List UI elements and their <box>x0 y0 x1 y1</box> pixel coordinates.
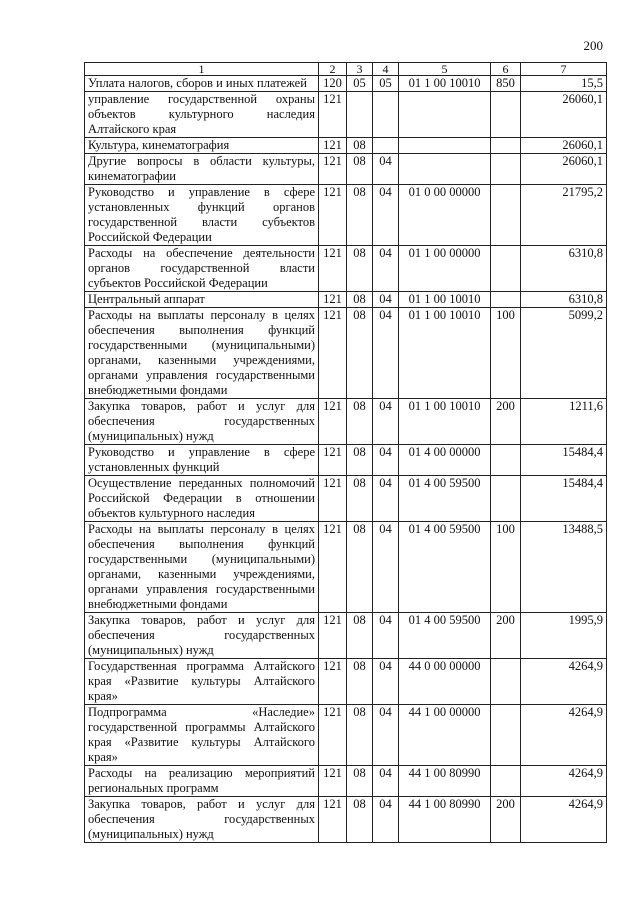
row-sum: 15484,4 <box>521 445 607 476</box>
row-grbs: 121 <box>319 308 347 399</box>
header-col-5: 5 <box>399 63 491 76</box>
row-rz: 08 <box>347 797 373 843</box>
row-name: Расходы на выплаты персоналу в целях обеспечения выполнения функций государственными (муниципальными) органами, казенными учреждениями, органами управления государственными внебюджетными фондами <box>85 308 319 399</box>
row-csr: 01 1 00 10010 <box>399 292 491 308</box>
row-grbs: 121 <box>319 185 347 246</box>
row-csr: 01 4 00 59500 <box>399 476 491 522</box>
row-name: Осуществление переданных полномочий Российской Федерации в отношении объектов культурного наследия <box>85 476 319 522</box>
row-rz: 08 <box>347 185 373 246</box>
row-name: Подпрограмма «Наследие» государственной программы Алтайского края «Развитие культуры Алтайского края» <box>85 705 319 766</box>
table-row <box>85 246 607 292</box>
row-csr: 01 4 00 59500 <box>399 613 491 659</box>
table-row <box>85 766 607 797</box>
row-rz: 08 <box>347 292 373 308</box>
row-csr: 01 1 00 00000 <box>399 246 491 292</box>
row-rz: 08 <box>347 445 373 476</box>
row-vr <box>491 154 521 185</box>
row-vr <box>491 705 521 766</box>
row-pr: 04 <box>373 766 399 797</box>
row-sum: 1995,9 <box>521 613 607 659</box>
row-sum: 26060,1 <box>521 138 607 154</box>
row-sum: 13488,5 <box>521 522 607 613</box>
row-rz: 08 <box>347 138 373 154</box>
row-vr: 100 <box>491 308 521 399</box>
row-csr: 01 1 00 10010 <box>399 399 491 445</box>
row-vr: 200 <box>491 399 521 445</box>
row-pr: 04 <box>373 154 399 185</box>
row-csr: 01 0 00 00000 <box>399 185 491 246</box>
row-rz: 08 <box>347 522 373 613</box>
row-csr: 44 0 00 00000 <box>399 659 491 705</box>
row-grbs: 121 <box>319 92 347 138</box>
row-grbs: 120 <box>319 76 347 92</box>
header-col-1: 1 <box>85 63 319 76</box>
table-row <box>85 613 607 659</box>
row-vr <box>491 766 521 797</box>
header-col-4: 4 <box>373 63 399 76</box>
row-grbs: 121 <box>319 522 347 613</box>
row-grbs: 121 <box>319 292 347 308</box>
row-pr: 04 <box>373 399 399 445</box>
row-sum: 21795,2 <box>521 185 607 246</box>
row-sum: 1211,6 <box>521 399 607 445</box>
row-sum: 4264,9 <box>521 659 607 705</box>
row-rz: 08 <box>347 476 373 522</box>
table-row <box>85 522 607 613</box>
row-pr: 04 <box>373 308 399 399</box>
row-vr <box>491 185 521 246</box>
row-pr: 04 <box>373 659 399 705</box>
row-csr: 44 1 00 00000 <box>399 705 491 766</box>
row-grbs: 121 <box>319 659 347 705</box>
table-row <box>85 138 607 154</box>
row-rz: 08 <box>347 154 373 185</box>
row-name: Расходы на обеспечение деятельности органов государственной власти субъектов Российской Федерации <box>85 246 319 292</box>
row-csr: 01 1 00 10010 <box>399 76 491 92</box>
row-rz: 08 <box>347 246 373 292</box>
row-rz: 08 <box>347 308 373 399</box>
row-vr <box>491 445 521 476</box>
budget-table <box>84 62 607 843</box>
row-grbs: 121 <box>319 766 347 797</box>
row-sum: 26060,1 <box>521 154 607 185</box>
row-sum: 4264,9 <box>521 797 607 843</box>
row-pr: 04 <box>373 292 399 308</box>
table-row <box>85 76 607 92</box>
header-col-3: 3 <box>347 63 373 76</box>
row-vr: 200 <box>491 613 521 659</box>
row-csr: 01 1 00 10010 <box>399 308 491 399</box>
row-name: Центральный аппарат <box>85 292 319 308</box>
row-rz: 08 <box>347 705 373 766</box>
row-grbs: 121 <box>319 399 347 445</box>
row-vr <box>491 292 521 308</box>
row-pr: 04 <box>373 246 399 292</box>
table-row <box>85 292 607 308</box>
row-pr: 04 <box>373 705 399 766</box>
row-grbs: 121 <box>319 705 347 766</box>
row-sum: 4264,9 <box>521 766 607 797</box>
row-pr: 04 <box>373 185 399 246</box>
row-vr: 200 <box>491 797 521 843</box>
row-rz <box>347 92 373 138</box>
row-grbs: 121 <box>319 138 347 154</box>
row-name: управление государственной охраны объектов культурного наследия Алтайского края <box>85 92 319 138</box>
row-vr <box>491 138 521 154</box>
row-vr <box>491 246 521 292</box>
row-csr: 44 1 00 80990 <box>399 766 491 797</box>
row-name: Уплата налогов, сборов и иных платежей <box>85 76 319 92</box>
row-name: Закупка товаров, работ и услуг для обеспечения государственных (муниципальных) нужд <box>85 797 319 843</box>
row-grbs: 121 <box>319 613 347 659</box>
row-vr: 850 <box>491 76 521 92</box>
row-name: Руководство и управление в сфере установленных функций органов государственной власти субъектов Российской Федерации <box>85 185 319 246</box>
row-pr: 04 <box>373 613 399 659</box>
row-pr <box>373 138 399 154</box>
row-rz: 08 <box>347 659 373 705</box>
row-rz: 08 <box>347 613 373 659</box>
row-vr: 100 <box>491 522 521 613</box>
row-name: Расходы на выплаты персоналу в целях обеспечения выполнения функций государственными (муниципальными) органами, казенными учреждениями, органами управления государственными внебюджетными фондами <box>85 522 319 613</box>
row-pr: 04 <box>373 476 399 522</box>
row-vr <box>491 92 521 138</box>
row-pr: 05 <box>373 76 399 92</box>
row-grbs: 121 <box>319 154 347 185</box>
row-rz: 05 <box>347 76 373 92</box>
table-row <box>85 797 607 843</box>
row-pr: 04 <box>373 797 399 843</box>
table-row <box>85 154 607 185</box>
table-row <box>85 92 607 138</box>
row-sum: 15484,4 <box>521 476 607 522</box>
row-csr <box>399 154 491 185</box>
row-name: Культура, кинематография <box>85 138 319 154</box>
table-row <box>85 185 607 246</box>
page-number: 200 <box>583 38 603 53</box>
row-name: Закупка товаров, работ и услуг для обеспечения государственных (муниципальных) нужд <box>85 613 319 659</box>
row-grbs: 121 <box>319 476 347 522</box>
row-sum: 6310,8 <box>521 246 607 292</box>
table-row <box>85 659 607 705</box>
row-name: Руководство и управление в сфере установленных функций <box>85 445 319 476</box>
row-rz: 08 <box>347 766 373 797</box>
header-col-6: 6 <box>491 63 521 76</box>
row-name: Другие вопросы в области культуры, кинематографии <box>85 154 319 185</box>
header-col-7: 7 <box>521 63 607 76</box>
table-row <box>85 445 607 476</box>
table-row <box>85 399 607 445</box>
row-csr: 01 4 00 59500 <box>399 522 491 613</box>
row-name: Расходы на реализацию мероприятий региональных программ <box>85 766 319 797</box>
row-pr <box>373 92 399 138</box>
row-csr: 01 4 00 00000 <box>399 445 491 476</box>
table-header-row <box>85 63 607 76</box>
header-col-2: 2 <box>319 63 347 76</box>
row-grbs: 121 <box>319 445 347 476</box>
row-grbs: 121 <box>319 246 347 292</box>
table-row <box>85 308 607 399</box>
row-vr <box>491 659 521 705</box>
row-csr: 44 1 00 80990 <box>399 797 491 843</box>
row-csr <box>399 92 491 138</box>
row-name: Государственная программа Алтайского края «Развитие культуры Алтайского края» <box>85 659 319 705</box>
row-sum: 15,5 <box>521 76 607 92</box>
row-name: Закупка товаров, работ и услуг для обеспечения государственных (муниципальных) нужд <box>85 399 319 445</box>
row-sum: 26060,1 <box>521 92 607 138</box>
row-csr <box>399 138 491 154</box>
row-pr: 04 <box>373 445 399 476</box>
row-sum: 5099,2 <box>521 308 607 399</box>
table-row <box>85 705 607 766</box>
table-row <box>85 476 607 522</box>
row-vr <box>491 476 521 522</box>
row-pr: 04 <box>373 522 399 613</box>
row-rz: 08 <box>347 399 373 445</box>
row-sum: 4264,9 <box>521 705 607 766</box>
row-grbs: 121 <box>319 797 347 843</box>
row-sum: 6310,8 <box>521 292 607 308</box>
